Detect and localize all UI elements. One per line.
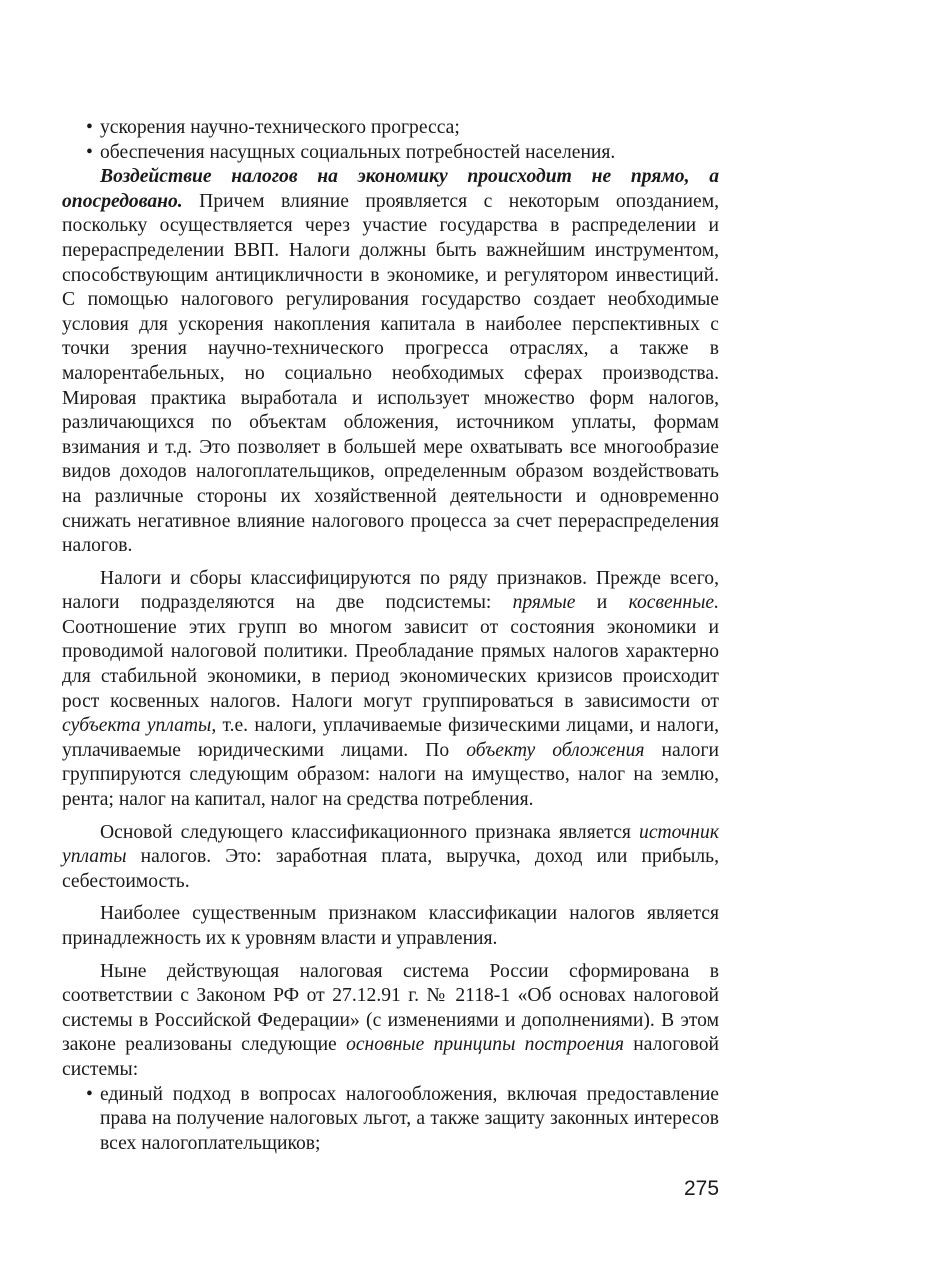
paragraph-text: налогов. Это: заработная плата, выручка, доход или прибыль, себестоимость. <box>62 846 719 892</box>
emphasis-term: объекту обложения <box>466 739 645 761</box>
emphasis-term: субъекта уплаты, <box>62 715 217 737</box>
paragraph-text: Ныне действующая налоговая система России сформирована в соответствии с Законом РФ от 27.12.91 г. № 2118-1 «Об основах налоговой системы в Российской Федерации» (с изменениями и дополнениями). В этом законе реализованы следующие <box>62 960 719 1056</box>
paragraph-text: Причем влияние проявляется с некоторым опозданием, поскольку осуществляется через участие государства в распределении и перераспределении ВВП. Налоги должны быть важнейшим инструментом, способствующим антицикличности в экономике, и регулятором инвестиций. С помощью налогового регулирования государство создает необходимые условия для ускорения накопления капитала в наиболее перспективных с точки зрения научно-технического прогресса отраслях, а также в малорентабельных, но социально необходимых сферах производства. Мировая практика выработала и использует множество форм налогов, различающихся по объектам обложения, источником уплаты, формам взимания и т.д. Это позволяет в большей мере охватывать все многообразие видов доходов налогоплательщиков, определенным образом воздействовать на различные стороны их хозяйственной деятельности и одновременно снижать негативное влияние налогового процесса за счет перераспределения налогов. <box>62 190 719 557</box>
bullet-item: • ускорения научно-технического прогресса; <box>62 116 719 141</box>
paragraph-levels: Наиболее существенным признаком классификации налогов является принадлежность их к уровням власти и управления. <box>62 903 719 949</box>
paragraph-law <box>62 960 719 1083</box>
paragraph-text: Соотношение этих групп во многом зависит от состояния экономики и проводимой налоговой политики. Преобладание прямых налогов характерно для стабильной экономики, в период экономических кризисов происходит рост косвенных налогов. Налоги могут группироваться в зависимости от <box>62 616 719 712</box>
paragraph-source <box>62 821 719 895</box>
paragraph-classification <box>62 567 719 813</box>
paragraph-tax-impact <box>62 165 719 559</box>
paragraph-text: т.е. налоги, уплачиваемые физическими лицами, и налоги, уплачиваемые юридическими лицами. По <box>62 715 719 761</box>
paragraph-text: налоговой системы: <box>62 1034 719 1080</box>
paragraph-text: и <box>575 592 629 614</box>
emphasis-term: косвенные. <box>628 592 719 614</box>
page-number: 275 <box>684 1177 720 1200</box>
emphasis-term: источник уплаты <box>62 821 719 868</box>
page-body <box>62 116 719 1156</box>
paragraph-text: налоги группируются следующим образом: налоги на имущество, налог на землю, рента; налог на капитал, налог на средства потребления. <box>62 739 719 811</box>
paragraph-text: Основой следующего классификационного признака является <box>100 821 640 843</box>
emphasis-term: прямые <box>512 592 576 614</box>
emphasis-term: основные принципы построения <box>346 1034 624 1056</box>
bullet-item: • обеспечения насущных социальных потребностей населения. <box>62 141 719 166</box>
bullet-item: • единый подход в вопросах налогообложения, включая предоставление права на получение налоговых льгот, а также защиту законных интересов всех налогоплательщиков; <box>62 1083 719 1157</box>
emphasis-lead: Воздействие налогов на экономику происходит не прямо, а опосредовано. <box>62 166 719 212</box>
paragraph-text: Налоги и сборы классифицируются по ряду признаков. Прежде всего, налоги подразделяются на две подсистемы: <box>62 567 719 614</box>
